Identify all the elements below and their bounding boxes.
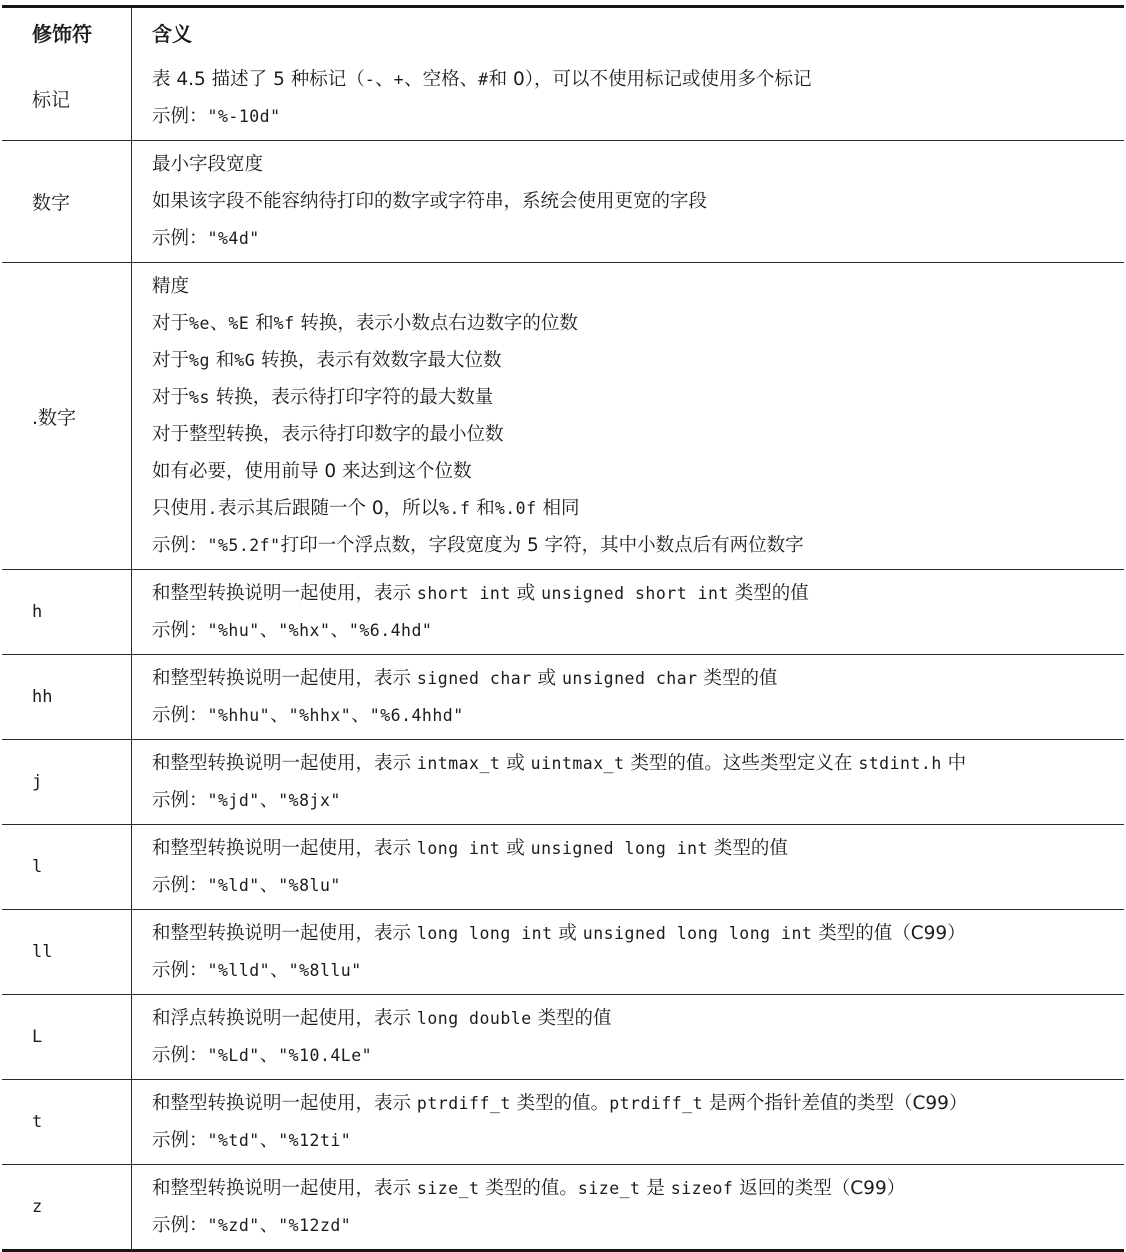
code-span: long int	[416, 839, 501, 858]
meaning-line	[152, 782, 1108, 819]
meaning-line	[152, 952, 1108, 989]
text-span: 示例：	[152, 790, 208, 811]
text-span: 和整型转换说明一起使用，表示	[152, 1178, 417, 1199]
code-span: unsigned short int	[541, 584, 729, 603]
meaning-cell	[132, 910, 1124, 994]
code-span: sizeof	[670, 1179, 734, 1198]
text-span: 或	[531, 668, 562, 689]
meaning-line	[152, 660, 1108, 697]
meaning-cell	[132, 263, 1124, 569]
text-span: 精度	[152, 276, 190, 297]
text-span: 类型的值。	[510, 1093, 610, 1114]
text-span: 类型的值。这些类型定义在	[624, 753, 859, 774]
modifier-cell: l	[2, 825, 132, 909]
code-span: %.f	[439, 499, 471, 518]
code-span: ptrdiff_t	[416, 1094, 511, 1113]
text-span: 和整型转换说明一起使用，表示	[152, 668, 417, 689]
text-span: 和整型转换说明一起使用，表示	[152, 1093, 417, 1114]
text-span: 或	[552, 923, 583, 944]
text-span: 转换，表示有效数字最大位数	[255, 350, 502, 371]
text-span: 如有必要，使用前导 0 来达到这个位数	[152, 461, 472, 482]
code-span: +	[393, 70, 405, 89]
meaning-line	[152, 1122, 1108, 1159]
table-row	[2, 569, 1124, 654]
meaning-line	[152, 830, 1108, 867]
code-span: "%12ti"	[278, 1131, 352, 1150]
text-span: 和 0），可以不使用标记或使用多个标记	[488, 69, 812, 90]
code-span: "%5.2f"	[207, 536, 281, 555]
code-span: %E	[228, 314, 250, 333]
text-span: 、	[259, 1215, 279, 1236]
code-span: intmax_t	[416, 754, 501, 773]
code-span: "%hhx"	[288, 706, 352, 725]
meaning-line	[152, 220, 1108, 257]
code-span: "%4d"	[207, 229, 260, 248]
modifier-cell: 数字	[2, 141, 132, 262]
code-span: %e	[189, 314, 210, 333]
code-span: "%6.4hhd"	[369, 706, 464, 725]
meaning-line	[152, 612, 1108, 649]
text-span: 类型的值。	[479, 1178, 578, 1199]
text-span: 、	[259, 875, 279, 896]
code-span: signed char	[416, 669, 532, 688]
code-span: "%8jx"	[278, 791, 341, 810]
code-span: size_t	[577, 1179, 641, 1198]
text-span: 和整型转换说明一起使用，表示	[152, 753, 417, 774]
meaning-cell	[132, 1080, 1124, 1164]
code-span: ptrdiff_t	[609, 1094, 704, 1113]
code-span: -	[364, 70, 376, 89]
text-span: 和浮点转换说明一起使用，表示	[152, 1008, 417, 1029]
text-span: 、	[375, 69, 394, 90]
text-span: 、	[259, 620, 279, 641]
table-header-row	[2, 8, 1124, 56]
meaning-cell	[132, 655, 1124, 739]
text-span: 对于	[152, 313, 190, 334]
text-span: 对于	[152, 387, 190, 408]
table-rows	[2, 56, 1124, 1249]
table-row	[2, 262, 1124, 569]
text-span: 类型的值	[708, 838, 788, 859]
table-row	[2, 1164, 1124, 1249]
code-span: stdint.h	[858, 754, 942, 773]
code-span: "%hhu"	[207, 706, 271, 725]
code-span: .	[207, 499, 218, 518]
text-span: 示例：	[152, 620, 208, 641]
meaning-cell	[132, 56, 1124, 140]
table-row	[2, 824, 1124, 909]
text-span: 示例：	[152, 228, 208, 249]
text-span: 中	[941, 753, 967, 774]
meaning-line	[152, 98, 1108, 135]
modifier-cell: L	[2, 995, 132, 1079]
meaning-line	[152, 745, 1108, 782]
code-span: %G	[234, 351, 256, 370]
text-span: 或	[510, 583, 542, 604]
modifier-cell: hh	[2, 655, 132, 739]
text-span: 和整型转换说明一起使用，表示	[152, 838, 417, 859]
text-span: 、	[330, 620, 349, 641]
text-span: 相同	[536, 498, 580, 519]
code-span: %s	[189, 388, 210, 407]
code-span: "%jd"	[207, 791, 260, 810]
meaning-line	[152, 379, 1108, 416]
meaning-cell	[132, 1165, 1124, 1249]
text-span: 只使用	[152, 498, 208, 519]
text-span: 示例：	[152, 1215, 208, 1236]
modifier-cell: j	[2, 740, 132, 824]
meaning-line	[152, 1207, 1108, 1244]
modifier-cell: z	[2, 1165, 132, 1249]
code-span: "%Ld"	[207, 1046, 260, 1065]
modifier-cell: ll	[2, 910, 132, 994]
table-row	[2, 56, 1124, 140]
text-span: 、	[259, 1045, 279, 1066]
code-span: long long int	[416, 924, 553, 943]
code-span: unsigned char	[561, 669, 698, 688]
text-span: 类型的值（C99）	[812, 923, 966, 944]
code-span: short int	[416, 584, 511, 603]
text-span: 类型的值	[728, 583, 809, 604]
header-meaning-cell: 含义	[152, 21, 192, 46]
meaning-line	[152, 146, 1108, 183]
text-span: 返回的类型（C99）	[733, 1178, 906, 1199]
text-span: 类型的值	[697, 668, 778, 689]
text-span: 和整型转换说明一起使用，表示	[152, 923, 417, 944]
text-span: 或	[500, 753, 531, 774]
code-span: "%10.4Le"	[278, 1046, 373, 1065]
meaning-line	[152, 305, 1108, 342]
text-span: 示例：	[152, 705, 208, 726]
text-span: 和整型转换说明一起使用，表示	[152, 583, 417, 604]
table-row	[2, 739, 1124, 824]
code-span: "%12zd"	[278, 1216, 352, 1235]
modifier-cell: .数字	[2, 263, 132, 569]
text-span: 和	[249, 313, 274, 334]
meaning-line	[152, 61, 1108, 98]
table-row	[2, 1079, 1124, 1164]
text-span: 、	[351, 705, 370, 726]
code-span: "%ld"	[207, 876, 260, 895]
text-span: 类型的值	[531, 1008, 612, 1029]
text-span: 最小字段宽度	[152, 154, 264, 175]
meaning-cell	[132, 825, 1124, 909]
meaning-line	[152, 342, 1108, 379]
text-span: 示例：	[152, 960, 208, 981]
code-span: "%-10d"	[207, 107, 281, 126]
meaning-line	[152, 697, 1108, 734]
modifier-cell: 标记	[2, 56, 132, 140]
meaning-line	[152, 867, 1108, 904]
code-span: "%hu"	[207, 621, 260, 640]
text-span: 表示其后跟随一个 0，所以	[217, 498, 440, 519]
meaning-cell	[132, 740, 1124, 824]
text-span: 示例：	[152, 1130, 208, 1151]
code-span: uintmax_t	[530, 754, 625, 773]
code-span: %.0f	[494, 499, 537, 518]
text-span: 对于整型转换，表示待打印数字的最小位数	[152, 424, 504, 445]
meaning-line	[152, 183, 1108, 220]
text-span: 示例：	[152, 106, 208, 127]
meaning-line	[152, 453, 1108, 490]
table-row	[2, 140, 1124, 262]
table-row	[2, 994, 1124, 1079]
text-span: 、	[259, 790, 279, 811]
meaning-cell	[132, 570, 1124, 654]
code-span: "%hx"	[278, 621, 331, 640]
text-span: 是两个指针差值的类型（C99）	[703, 1093, 968, 1114]
text-span: 如果该字段不能容纳待打印的数字或字符串，系统会使用更宽的字段	[152, 191, 708, 212]
text-span: 打印一个浮点数，字段宽度为 5 字符，其中小数点后有两位数字	[280, 535, 804, 556]
code-span: unsigned long long int	[582, 924, 813, 943]
meaning-line	[152, 1000, 1108, 1037]
table-row	[2, 909, 1124, 994]
meaning-line	[152, 915, 1108, 952]
modifier-cell: h	[2, 570, 132, 654]
printf-modifier-table	[2, 5, 1124, 1252]
table-row	[2, 654, 1124, 739]
text-span: 、	[259, 1130, 279, 1151]
code-span: "%td"	[207, 1131, 260, 1150]
meaning-line	[152, 1037, 1108, 1074]
code-span: "%8llu"	[288, 961, 362, 980]
text-span: 表 4.5 描述了 5 种标记（	[152, 69, 365, 90]
text-span: 或	[500, 838, 531, 859]
code-span: size_t	[416, 1179, 480, 1198]
meaning-line	[152, 416, 1108, 453]
text-span: 、	[270, 960, 289, 981]
text-span: 、	[209, 313, 229, 334]
text-span: 转换，表示待打印字符的最大数量	[209, 387, 494, 408]
text-span: 示例：	[152, 1045, 208, 1066]
text-span: 是	[640, 1178, 671, 1199]
meaning-line	[152, 575, 1108, 612]
text-span: 和	[470, 498, 495, 519]
text-span: 和	[209, 350, 235, 371]
code-span: "%8lu"	[278, 876, 341, 895]
meaning-line	[152, 1085, 1108, 1122]
text-span: 转换，表示小数点右边数字的位数	[294, 313, 578, 334]
text-span: 、	[270, 705, 289, 726]
code-span: %f	[273, 314, 295, 333]
meaning-cell	[132, 995, 1124, 1079]
meaning-line	[152, 268, 1108, 305]
text-span: 、空格、	[404, 69, 479, 90]
text-span: 示例：	[152, 875, 208, 896]
code-span: %g	[189, 351, 210, 370]
meaning-line	[152, 527, 1108, 564]
text-span: 对于	[152, 350, 190, 371]
modifier-cell: t	[2, 1080, 132, 1164]
code-span: long double	[416, 1009, 532, 1028]
code-span: "%zd"	[207, 1216, 260, 1235]
code-span: unsigned long int	[530, 839, 709, 858]
header-modifier-cell: 修饰符	[2, 8, 132, 56]
code-span: "%lld"	[207, 961, 271, 980]
code-span: #	[478, 70, 489, 89]
code-span: "%6.4hd"	[348, 621, 433, 640]
text-span: 示例：	[152, 535, 208, 556]
meaning-line	[152, 490, 1108, 527]
meaning-line	[152, 1170, 1108, 1207]
meaning-cell	[132, 141, 1124, 262]
